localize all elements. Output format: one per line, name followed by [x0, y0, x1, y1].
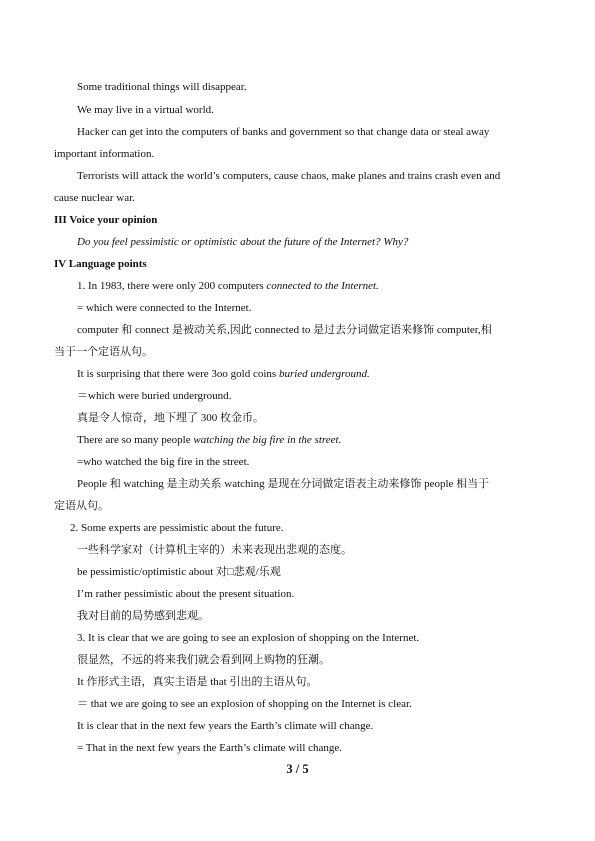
text-line: It 作形式主语，真实主语是 that 引出的主语从句。: [77, 676, 318, 688]
text-line: ＝which were buried underground.: [77, 390, 232, 402]
text-span: It is surprising that there were 3oo gold coins: [77, 368, 279, 380]
text-line: 当于一个定语从句。: [54, 346, 153, 358]
text-line: I’m rather pessimistic about the present situation.: [77, 588, 295, 600]
text-line: = which were connected to the Internet.: [77, 302, 252, 314]
text-line: =who watched the big fire in the street.: [77, 456, 250, 468]
text-line: Terrorists will attack the world’s computers, cause chaos, make planes and trains crash even and: [77, 170, 501, 182]
text-line: computer 和 connect 是被动关系,因此 connected to 是过去分词做定语来修饰 computer,相: [77, 324, 492, 336]
text-span: 1. In 1983, there were only 200 computers: [77, 280, 267, 292]
italic-phrase: buried underground.: [278, 368, 370, 380]
text-line: cause nuclear war.: [54, 192, 135, 204]
text-line: We may live in a virtual world.: [77, 104, 214, 116]
text-line: important information.: [54, 148, 155, 160]
text-line: People 和 watching 是主动关系 watching 是现在分词做定语表主动来修饰 people 相当于: [77, 478, 490, 490]
section-heading: III Voice your opinion: [54, 214, 158, 226]
text-line: 2. Some experts are pessimistic about the future.: [70, 522, 284, 534]
text-line: ＝ that we are going to see an explosion of shopping on the Internet is clear.: [77, 698, 412, 710]
text-line: be pessimistic/optimistic about 对□悲观/乐观: [77, 566, 281, 578]
text-line: = That in the next few years the Earth’s climate will change.: [77, 742, 343, 754]
text-line: 我对目前的局势感到悲观。: [77, 610, 209, 622]
text-line: It is clear that in the next few years the Earth’s climate will change.: [77, 720, 374, 732]
section-heading: IV Language points: [54, 258, 147, 270]
text-line: 很显然，不远的将来我们就会看到网上购物的狂潮。: [77, 654, 330, 666]
italic-phrase: watching the big fire in the street.: [193, 434, 342, 446]
text-line: [77, 367, 370, 381]
italic-phrase: connected to the Internet.: [266, 280, 379, 292]
text-line: 定语从句。: [54, 500, 109, 512]
text-line: Some traditional things will disappear.: [77, 81, 247, 93]
text-line: [77, 279, 379, 293]
text-line: Hacker can get into the computers of banks and government so that change data or steal away: [77, 126, 490, 138]
page-number: 3 / 5: [286, 762, 309, 776]
text-line: [77, 433, 341, 447]
question-line: [77, 235, 408, 249]
text-span: There are so many people: [77, 434, 194, 446]
text-line: 一些科学家对（计算机主宰的）未来表现出悲观的态度。: [77, 544, 352, 556]
text-line: 真是令人惊奇，地下埋了 300 枚金币。: [77, 412, 264, 424]
text-line: 3. It is clear that we are going to see an explosion of shopping on the Internet.: [77, 632, 420, 644]
italic-question: Do you feel pessimistic or optimistic about the future of the Internet? Why?: [77, 236, 409, 248]
